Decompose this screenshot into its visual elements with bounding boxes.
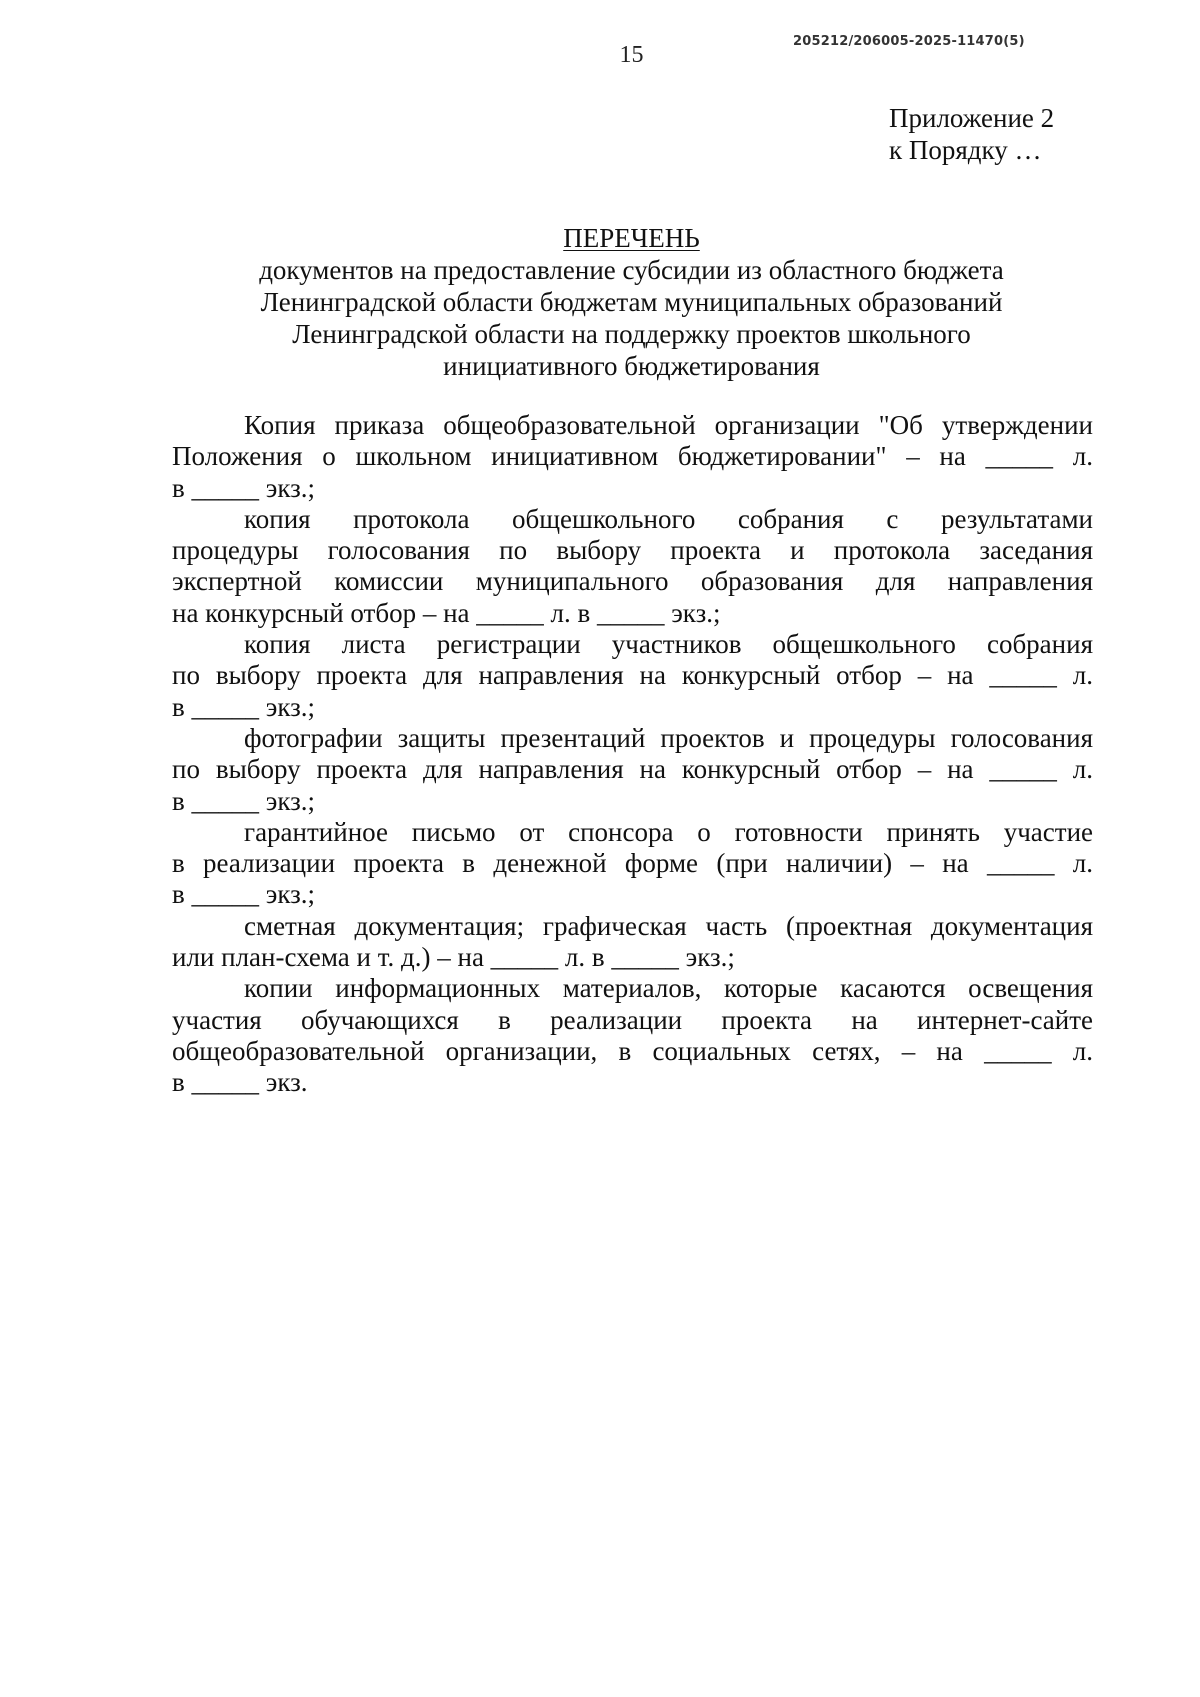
list-item (172, 504, 1093, 629)
item-line: процедуры голосования по выбору проекта и протокола заседания (172, 535, 1093, 566)
item-line: Положения о школьном инициативном бюджетировании" – на _____ л. (172, 441, 1093, 472)
document-registration-number: 205212/206005-2025-11470(5) (793, 34, 1025, 49)
item-line: Копия приказа общеобразовательной организации "Об утверждении (244, 410, 1093, 440)
document-title (150, 222, 1113, 382)
list-item (172, 410, 1093, 504)
item-line: на конкурсный отбор – на _____ л. в _____ экз.; (172, 597, 721, 628)
item-line: в _____ экз.; (172, 472, 316, 503)
item-line: экспертной комиссии муниципального образования для направления (172, 566, 1093, 597)
list-item (172, 973, 1093, 1098)
item-line: в реализации проекта в денежной форме (при наличии) – на _____ л. (172, 848, 1093, 879)
title-line: документов на предоставление субсидии из областного бюджета (259, 255, 1004, 285)
item-line: или план-схема и т. д.) – на _____ л. в _____ экз.; (172, 942, 735, 973)
list-item (172, 629, 1093, 723)
item-line: общеобразовательной организации, в социальных сетях, – на _____ л. (172, 1035, 1093, 1066)
item-line: в _____ экз.; (172, 691, 316, 722)
item-line: в _____ экз.; (172, 879, 316, 910)
item-line: в _____ экз.; (172, 785, 316, 816)
appendix-reference (889, 102, 1054, 166)
title-line: Ленинградской области бюджетам муниципальных образований (260, 287, 1003, 317)
list-item (172, 911, 1093, 974)
appendix-line: Приложение 2 (889, 103, 1055, 133)
appendix-line: к Порядку … (889, 135, 1042, 165)
item-line: по выбору проекта для направления на конкурсный отбор – на _____ л. (172, 660, 1093, 691)
title-line: Ленинградской области на поддержку проектов школьного (292, 319, 971, 349)
document-list (172, 410, 1093, 1099)
item-line: копии информационных материалов, которые касаются освещения (244, 973, 1093, 1004)
title-line: инициативного бюджетирования (443, 351, 820, 381)
item-line: сметная документация; графическая часть (проектная документация (244, 910, 1093, 941)
item-line: фотографии защиты презентаций проектов и процедуры голосования (244, 722, 1093, 753)
item-line: копия протокола общешкольного собрания с результатами (244, 503, 1093, 534)
list-item (172, 723, 1093, 817)
page-number: 15 (619, 42, 644, 68)
item-line: копия листа регистрации участников общешкольного собрания (244, 629, 1093, 660)
list-item (172, 817, 1093, 911)
item-line: гарантийное письмо от спонсора о готовности принять участие (244, 816, 1093, 847)
item-line: в _____ экз. (172, 1067, 308, 1098)
item-line: участия обучающихся в реализации проекта на интернет-сайте (172, 1004, 1093, 1035)
title-heading: ПЕРЕЧЕНЬ (563, 223, 700, 253)
item-line: по выбору проекта для направления на конкурсный отбор – на _____ л. (172, 754, 1093, 785)
